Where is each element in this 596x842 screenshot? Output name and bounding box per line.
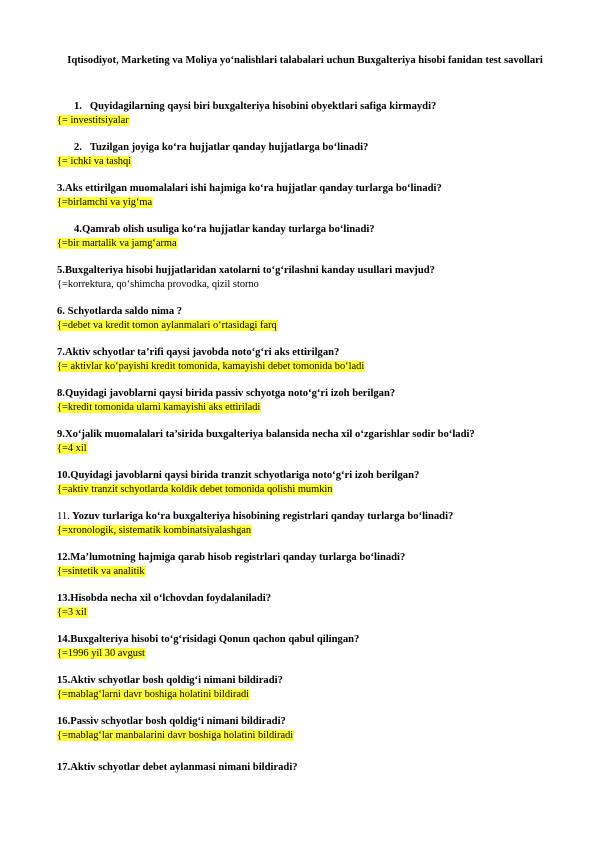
question-text: Xo‘jalik muomalalari ta’sirida buxgalteriya balansida necha xil o‘zgarishlar sodir bo‘ladi? [64,429,475,440]
question-number: 17. [57,762,71,773]
answer-6 [57,319,278,332]
question-text: Hisobda necha xil o‘lchovdan foydalaniladi? [70,593,271,604]
question-4 [74,223,375,236]
answer-text: {=mablag‘lar manbalarini davr boshiga holatini bildiradi [57,730,294,741]
question-text: Yozuv turlariga ko‘ra buxgalteriya hisobining registrlari qanday turlarga bo‘linadi? [69,511,454,522]
question-text: Buxgalteriya hisobi hujjatlaridan xatolarni to‘g‘rilashni kanday usullari mavjud? [64,265,435,276]
question-text: Aks ettirilgan muomalalari ishi hajmiga ko‘ra hujjatlar qanday turlarga bo‘linadi? [64,183,442,194]
answer-text: {= aktivlar ko‘payishi kredit tomonida, kamayishi debet tomonida bo‘ladi [57,361,365,372]
question-number: 3. [57,183,65,194]
question-11 [57,510,453,523]
question-number: 11. [57,511,70,522]
answer-1 [57,114,130,127]
question-text: Qamrab olish usuliga ko‘ra hujjatlar kanday turlarga bo‘linadi? [81,224,375,235]
answer-15 [57,688,250,701]
answer-7 [57,360,365,373]
answer-text: {=bir martalik va jamg‘arma [57,238,177,249]
question-16 [57,715,286,728]
answer-14 [57,647,146,660]
question-number: 9. [57,429,65,440]
question-7 [57,346,339,359]
question-9 [57,428,475,441]
question-13 [57,592,271,605]
question-number: 15. [57,675,71,686]
answer-text: {=xronologik, sistematik kombinatsiyalashgan [57,525,252,536]
question-2 [74,141,368,154]
answer-3 [57,196,153,209]
answer-text: {=1996 yil 30 avgust [57,648,145,659]
question-17 [57,761,298,774]
document-title: Iqtisodiyot, Marketing va Moliya yo‘nalishlari talabalari uchun Buxgalteriya hisobi fanidan test savollari [67,55,543,66]
question-text: Quyidagi javoblarni qaysi birida tranzit schyotlariga noto‘g‘ri izoh berilgan? [70,470,420,481]
question-number: 16. [57,716,71,727]
answer-text: {= investitsiyalar [57,115,129,126]
question-number: 12. [57,552,71,563]
question-3 [57,182,442,195]
answer-9 [57,442,88,455]
question-text: Aktiv schyotlar bosh qoldig‘i nimani bildiradi? [70,675,283,686]
answer-text: {=mablag‘larni davr boshiga holatini bildiradi [57,689,250,700]
question-text: Aktiv schyotlar ta’rifi qaysi javobda noto‘g‘ri aks ettirilgan? [64,347,340,358]
answer-text: {=sintetik va analitik [57,566,145,577]
answer-text: {=debet va kredit tomon aylanmalari o‘rtasidagi farq [57,320,277,331]
answer-13 [57,606,88,619]
answer-text: {= ichki va tashqi [57,156,132,167]
answer-8 [57,401,261,414]
question-8 [57,387,395,400]
answer-2 [57,155,132,168]
answer-text: {=3 xil [57,607,87,618]
answer-16 [57,729,294,742]
question-1 [74,100,436,113]
question-10 [57,469,419,482]
answer-11 [57,524,252,537]
answer-text: {=4 xil [57,443,87,454]
question-text: Buxgalteriya hisobi to‘g‘risidagi Qonun qachon qabul qilingan? [70,634,360,645]
question-text: Quyidagi javoblarni qaysi birida passiv schyotga noto‘g‘ri izoh berilgan? [64,388,396,399]
answer-text: {=birlamchi va yig‘ma [57,197,153,208]
question-number: 10. [57,470,71,481]
answer-10 [57,483,333,496]
question-14 [57,633,359,646]
question-text: Tuzilgan joyiga ko‘ra hujjatlar qanday hujjatlarga bo‘linadi? [89,142,369,153]
question-text: Passiv schyotlar bosh qoldig‘i nimani bildiradi? [70,716,286,727]
answer-4 [57,237,178,250]
question-number: 7. [57,347,65,358]
question-number: 5. [57,265,65,276]
question-number: 4. [74,224,82,235]
question-number: 2. [74,142,82,153]
question-text: Schyotlarda saldo nima ? [64,306,183,317]
question-text: Quyidagilarning qaysi biri buxgalteriya hisobini obyektlari safiga kirmaydi? [89,101,437,112]
answer-text: {=aktiv tranzit schyotlarda koldik debet tomonida qolishi mumkin [57,484,333,495]
question-5 [57,264,435,277]
question-15 [57,674,283,687]
answer-text: {=korrektura, qo‘shimcha provodka, qizil storno [57,279,259,290]
answer-5 [57,278,259,291]
question-number: 13. [57,593,71,604]
question-number: 14. [57,634,71,645]
question-6 [57,305,182,318]
question-number: 6. [57,306,65,317]
question-text: Aktiv schyotlar debet aylanmasi nimani bildiradi? [70,762,298,773]
question-12 [57,551,405,564]
question-number: 1. [74,101,82,112]
question-number: 8. [57,388,65,399]
answer-text: {=kredit tomonida ularni kamayishi aks ettiriladi [57,402,261,413]
answer-12 [57,565,146,578]
question-text: Ma’lumotning hajmiga qarab hisob registrlari qanday turlarga bo‘linadi? [70,552,406,563]
